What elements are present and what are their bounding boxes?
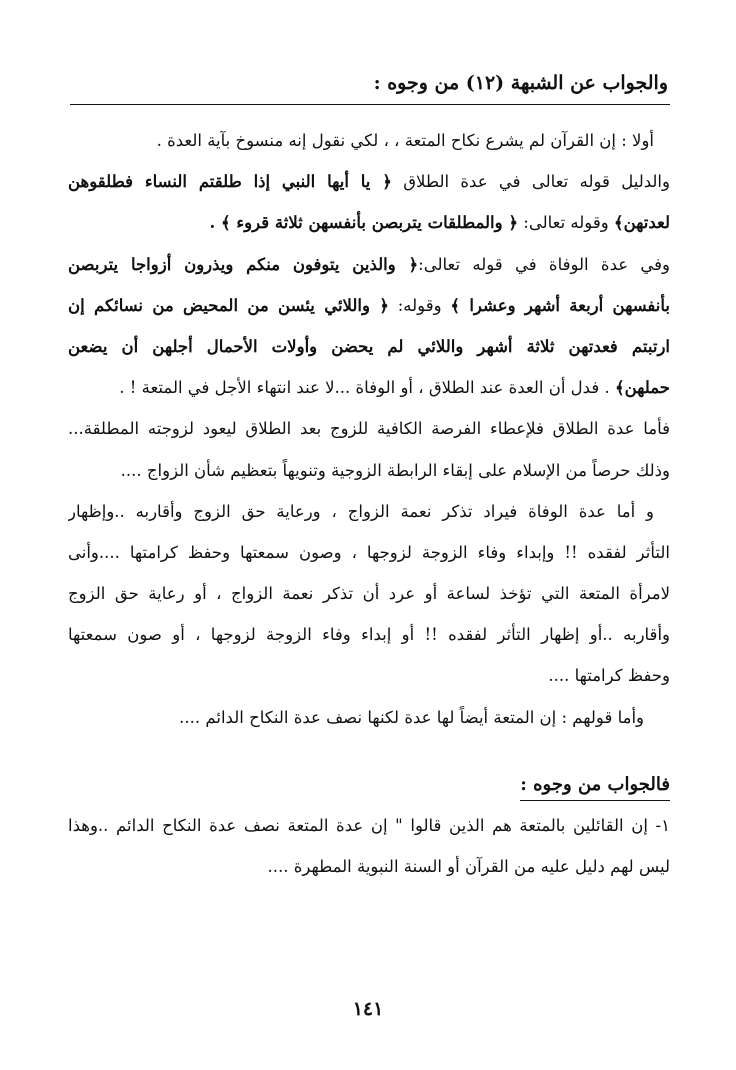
point-1-line-2: ليس لهم دليل عليه من القرآن أو السنة النبوية المطهرة .... bbox=[267, 857, 670, 877]
quran-verse: لعدتهن﴾ bbox=[613, 213, 670, 233]
paragraph-6: وأما قولهم : إن المتعة أيضاً لها عدة لكنها نصف عدة النكاح الدائم .... bbox=[179, 707, 644, 727]
paragraph-1: أولا : إن القرآن لم يشرع نكاح المتعة ، ، لكي نقول إنه منسوخ بآية العدة . bbox=[156, 131, 654, 150]
text: والدليل قوله تعالى في عدة الطلاق bbox=[391, 172, 670, 192]
quran-verse: بأنفسهن أربعة أشهر وعشرا ﴾ bbox=[450, 295, 670, 315]
text: . فدل أن العدة عند الطلاق ، أو الوفاة ...لا عند انتهاء الأجل في المتعة ! . bbox=[119, 378, 615, 398]
paragraph-3-line-2 bbox=[68, 285, 670, 326]
page-number: ١٤١ bbox=[352, 998, 384, 1020]
subheading: فالجواب من وجوه : bbox=[520, 770, 670, 801]
paragraph-5-line-4: وأقاربه ..أو إظهار التأثر لفقده !! أو إبداء وفاء الزوجة لزوجها ، أو صون سمعتها bbox=[68, 625, 670, 645]
quran-verse: ﴿ واللائي يئسن من المحيض من نسائكم إن bbox=[68, 295, 389, 315]
quran-verse: ﴿ والمطلقات يتربصن بأنفسهن ثلاثة قروء ﴾ . bbox=[209, 213, 519, 233]
paragraph-2-line-2 bbox=[68, 202, 670, 243]
body-text bbox=[68, 120, 670, 887]
point-1-line-1: ١- إن القائلين بالمتعة هم الذين قالوا " إن عدة المتعة نصف عدة النكاح الدائم ..وهذا bbox=[68, 816, 670, 835]
text: وقوله: bbox=[388, 295, 451, 315]
page-heading: والجواب عن الشبهة (١٢) من وجوه : bbox=[373, 72, 668, 94]
paragraph-5-line-1: و أما عدة الوفاة فيراد تذكر نعمة الزواج ، ورعاية حق الزوج وأقاربه ..وإظهار bbox=[68, 501, 654, 521]
quran-verse: ﴿ والذين يتوفون منكم ويذرون أزواجا يتربصن bbox=[68, 254, 419, 274]
quran-verse: ﴿ يا أيها النبي إذا طلقتم النساء فطلقوهن bbox=[68, 172, 392, 192]
text: وقوله تعالى: bbox=[518, 213, 614, 233]
paragraph-5-line-2: التأثر لفقده !! وإبداء وفاء الزوجة لزوجها ، وصون سمعتها وحفظ كرامتها ....وأنى bbox=[68, 542, 670, 562]
heading-rule bbox=[70, 104, 670, 105]
text: وفي عدة الوفاة في قوله تعالى: bbox=[418, 254, 670, 274]
paragraph-5-line-3: لامرأة المتعة التي تؤخذ لساعة أو عرد أن تذكر نعمة الزواج ، أو رعاية حق الزوج bbox=[68, 584, 670, 604]
paragraph-4-line-2: وذلك حرصاً من الإسلام على إبقاء الرابطة الزوجية وتنويهاً بتعظيم شأن الزواج .... bbox=[120, 460, 670, 480]
paragraph-4-line-1: فأما عدة الطلاق فلإعطاء الفرصة الكافية للزوج بعد الطلاق ليعود لزوجته المطلقة... bbox=[68, 419, 670, 439]
paragraph-3-line-3: ارتبتم فعدتهن ثلاثة أشهر واللائي لم يحضن وأولات الأحمال أجلهن أن يضعن bbox=[68, 336, 670, 356]
quran-verse: حملهن﴾ bbox=[614, 378, 670, 398]
paragraph-2-line-1 bbox=[68, 161, 670, 202]
paragraph-3-line-4 bbox=[68, 367, 670, 408]
paragraph-5-line-5: وحفظ كرامتها .... bbox=[548, 666, 670, 686]
subheading-row bbox=[68, 764, 670, 805]
spacer bbox=[68, 738, 670, 764]
paragraph-3-line-1 bbox=[68, 244, 670, 285]
